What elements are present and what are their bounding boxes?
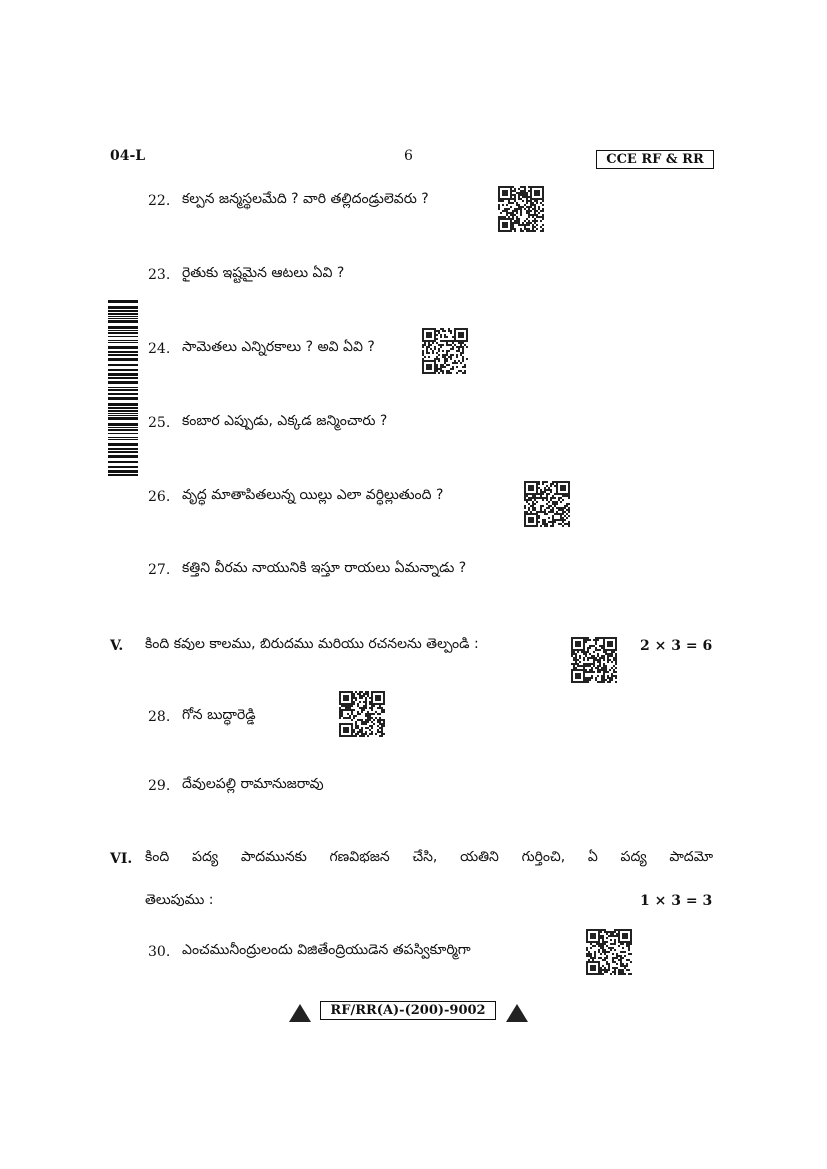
question-text: రైతుకు ఇష్టమైన ఆటలు ఏవి ? bbox=[182, 265, 345, 281]
question-number: 25. bbox=[148, 415, 171, 431]
qr-code-icon bbox=[498, 186, 544, 232]
barcode-icon bbox=[108, 300, 138, 478]
footer-code: RF/RR(A)-(200)-9002 bbox=[320, 1001, 496, 1020]
question-number: 26. bbox=[148, 489, 171, 505]
question-text: గోన బుద్ధారెడ్డి bbox=[182, 707, 256, 723]
section-instruction: కింది పద్య పాదమునకు గణవిభజన చేసి, యతిని గుర్తించి, ఏ పద్య పాదమో bbox=[145, 849, 713, 865]
question-number: 23. bbox=[148, 267, 171, 283]
question-number: 24. bbox=[148, 341, 171, 357]
question-number: 28. bbox=[148, 709, 171, 725]
series-badge: CCE RF & RR bbox=[596, 150, 714, 169]
question-text: సామెతలు ఎన్నిరకాలు ? అవి ఏవి ? bbox=[182, 339, 375, 355]
triangle-up-icon bbox=[506, 1004, 528, 1022]
triangle-up-icon bbox=[289, 1004, 311, 1022]
question-number: 22. bbox=[148, 193, 171, 209]
section-instruction: కింది కవుల కాలము, బిరుదము మరియు రచనలను తెల్పండి : bbox=[145, 636, 479, 652]
page-number: 6 bbox=[404, 148, 413, 164]
section-number: V. bbox=[110, 638, 124, 654]
qr-code-icon bbox=[339, 691, 385, 737]
section-marks: 2 × 3 = 6 bbox=[640, 638, 713, 654]
section-number: VI. bbox=[110, 851, 133, 867]
qr-code-icon bbox=[422, 328, 468, 374]
paper-code: 04-L bbox=[110, 148, 146, 164]
qr-code-icon bbox=[571, 637, 617, 683]
question-text: కల్పన జన్మస్థలమేది ? వారి తల్లిదండ్రులెవరు ? bbox=[182, 191, 429, 207]
question-text: కంబార ఎప్పుడు, ఎక్కడ జన్మించారు ? bbox=[182, 413, 388, 429]
section-marks: 1 × 3 = 3 bbox=[640, 893, 713, 909]
question-number: 27. bbox=[148, 562, 171, 578]
question-text: కత్తిని వీరమ నాయునికి ఇస్తూ రాయలు ఏమన్నాడు ? bbox=[182, 560, 467, 576]
question-text: దేవులపల్లి రామానుజరావు bbox=[182, 776, 324, 792]
question-number: 29. bbox=[148, 778, 171, 794]
qr-code-icon bbox=[586, 929, 632, 975]
question-text: ఎంచమునీంద్రులందు విజితేంద్రియుడెన తపస్వికూర్మిగా bbox=[182, 942, 471, 958]
section-instruction-cont: తెలుపుము : bbox=[145, 892, 214, 908]
question-text: వృద్ధ మాతాపితలున్న యిల్లు ఎలా వర్ధిల్లుతుంది ? bbox=[182, 487, 444, 503]
question-number: 30. bbox=[148, 944, 171, 960]
qr-code-icon bbox=[524, 481, 570, 527]
